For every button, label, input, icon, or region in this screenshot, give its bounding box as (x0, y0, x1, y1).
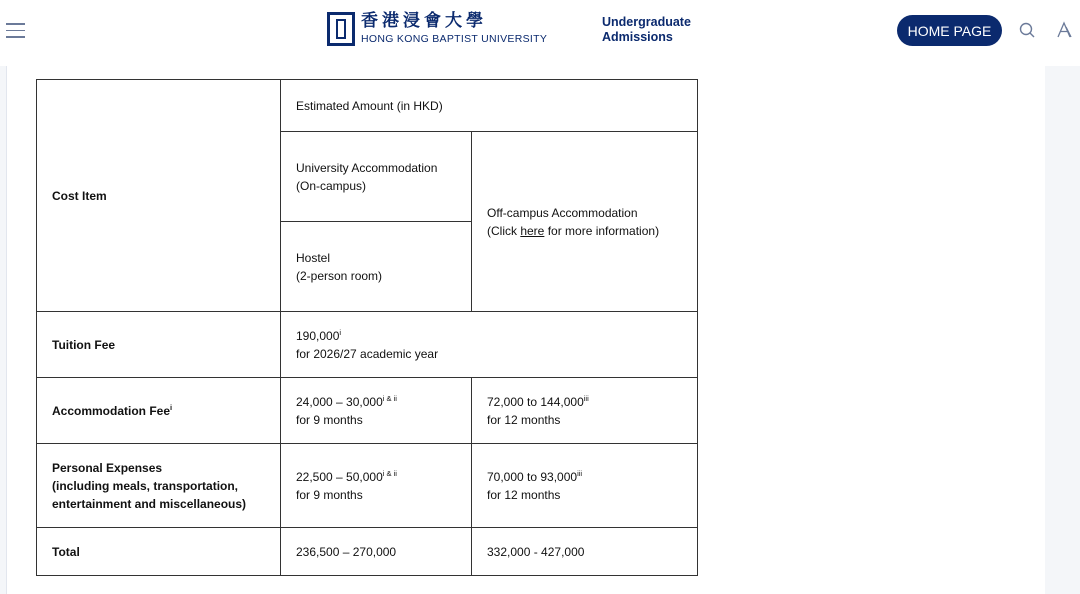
personal-hostel-value: $22,500 - 50,000^{i \& ii}$ for 9 months (281, 444, 472, 528)
table-row (37, 312, 698, 378)
total-label: Total (37, 528, 281, 576)
estimated-amount-header: Estimated Amount (in HKD) (281, 80, 698, 132)
table-row (37, 528, 698, 576)
table-row (37, 378, 698, 444)
tuition-fee-value: 190,000$^i$ for 2026/27 academic year (281, 312, 698, 378)
university-logo[interactable] (327, 12, 547, 46)
personal-expenses-label: Personal Expenses (including meals, transportation, entertainment and miscellaneous) (37, 444, 281, 528)
hostel-header: Hostel (2-person room) (281, 222, 472, 312)
personal-offcampus-value: 70,000 to 93,000$^{iii}$ for 12 months (472, 444, 698, 528)
section-title[interactable]: Undergraduate Admissions (602, 15, 691, 44)
total-offcampus-value: 332,000 - 427,000 (472, 528, 698, 576)
cost-item-header: Cost Item (37, 80, 281, 312)
tuition-fee-label: Tuition Fee (37, 312, 281, 378)
here-link[interactable]: here (520, 223, 545, 238)
total-hostel-value: 236,500 – 270,000 (281, 528, 472, 576)
font-size-icon[interactable] (1056, 21, 1074, 39)
logo-english-name: HONG KONG BAPTIST UNIVERSITY (361, 33, 548, 46)
offcampus-accommodation-header: Off-campus Accommodation (Click here for more information) (472, 132, 698, 312)
university-accommodation-header: University Accommodation (On-campus) (281, 132, 472, 222)
accommodation-offcampus-value: 72,000 to 144,000$^{iii}$ for 12 months (472, 378, 698, 444)
accommodation-hostel-value: $24,000 - 30,000^{i \& ii}$ for 9 months (281, 378, 472, 444)
cost-table (36, 79, 698, 576)
home-page-button[interactable]: HOME PAGE (897, 15, 1002, 46)
search-icon[interactable] (1019, 22, 1035, 38)
table-row (37, 444, 698, 528)
logo-mark-icon (327, 12, 355, 46)
site-header (0, 0, 1080, 66)
accommodation-fee-label: Accommodation Fee$^i$ (37, 378, 281, 444)
hamburger-menu-icon[interactable] (6, 23, 25, 39)
logo-chinese-name: 香港浸會大學 (361, 11, 487, 32)
